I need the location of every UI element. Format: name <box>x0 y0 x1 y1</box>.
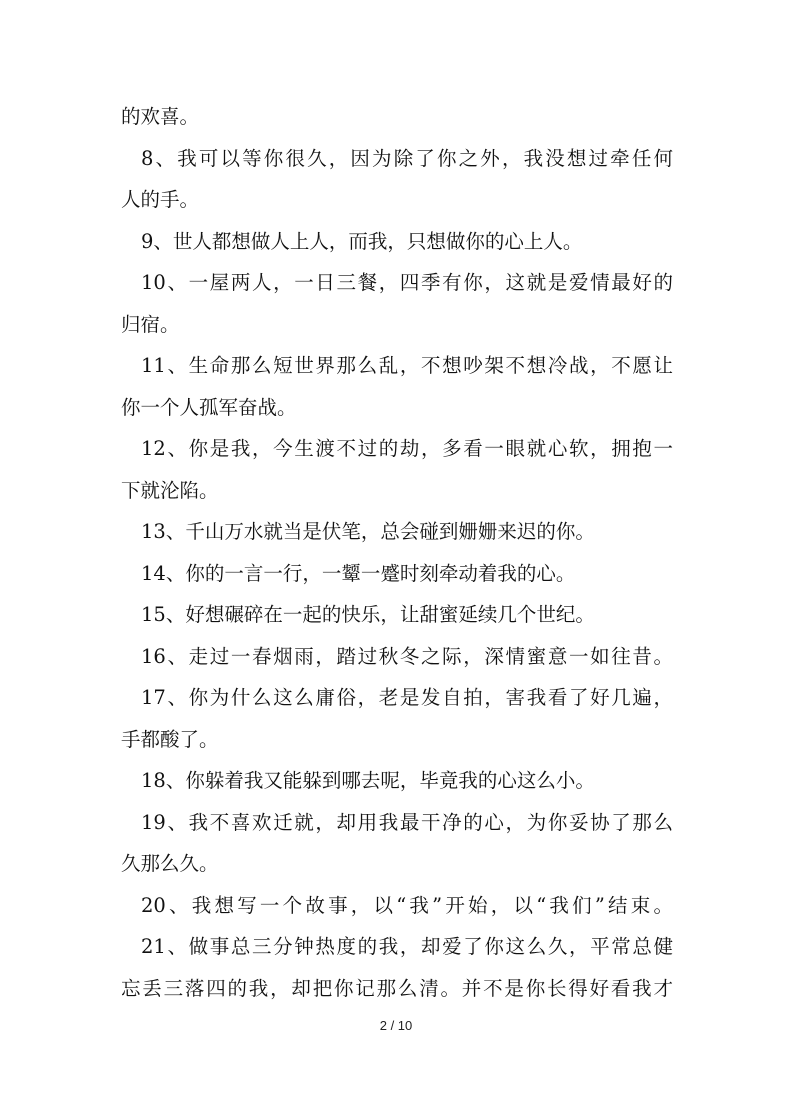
text-line: 8、我可以等你很久，因为除了你之外，我没想过牵任何 <box>141 146 673 170</box>
text-line: 12、你是我，今生渡不过的劫，多看一眼就心软，拥抱一 <box>141 437 673 460</box>
text-line: 9、世人都想做人上人，而我，只想做你的心上人。 <box>141 229 583 253</box>
text-line: 归宿。 <box>121 312 180 336</box>
text-line: 17、你为什么这么庸俗，老是发自拍，害我看了好几遍， <box>141 686 673 709</box>
text-line: 下就沦陷。 <box>121 478 219 502</box>
text-line: 手都酸了。 <box>121 727 219 751</box>
text-line: 16、走过一春烟雨，踏过秋冬之际，深情蜜意一如往昔。 <box>141 644 673 668</box>
text-line: 忘丢三落四的我，却把你记那么清。并不是你长得好看我才 <box>121 976 673 1000</box>
text-line: 19、我不喜欢迁就，却用我最干净的心，为你妥协了那么 <box>141 810 673 834</box>
text-line: 21、做事总三分钟热度的我，却爱了你这么久，平常总健 <box>141 935 673 958</box>
text-line: 20、我想写一个故事，以“我”开始，以“我们”结束。 <box>141 893 673 917</box>
text-line: 11、生命那么短世界那么乱，不想吵架不想冷战，不愿让 <box>141 354 673 377</box>
text-line: 15、好想碾碎在一起的快乐，让甜蜜延续几个世纪。 <box>141 603 595 626</box>
text-line: 13、千山万水就当是伏笔，总会碰到姗姗来迟的你。 <box>141 520 595 543</box>
document-body <box>121 96 673 1009</box>
text-line: 人的手。 <box>121 188 200 211</box>
text-line: 14、你的一言一行，一颦一蹙时刻牵动着我的心。 <box>141 561 576 585</box>
text-line: 的欢喜。 <box>121 105 200 128</box>
text-line: 10、一屋两人，一日三餐，四季有你，这就是爱情最好的 <box>141 271 673 294</box>
text-line: 18、你躲着我又能躲到哪去呢，毕竟我的心这么小。 <box>141 769 595 792</box>
text-line: 久那么久。 <box>121 852 219 875</box>
page-number: 2 / 10 <box>379 1018 413 1033</box>
text-line: 你一个人孤军奋战。 <box>121 395 297 419</box>
